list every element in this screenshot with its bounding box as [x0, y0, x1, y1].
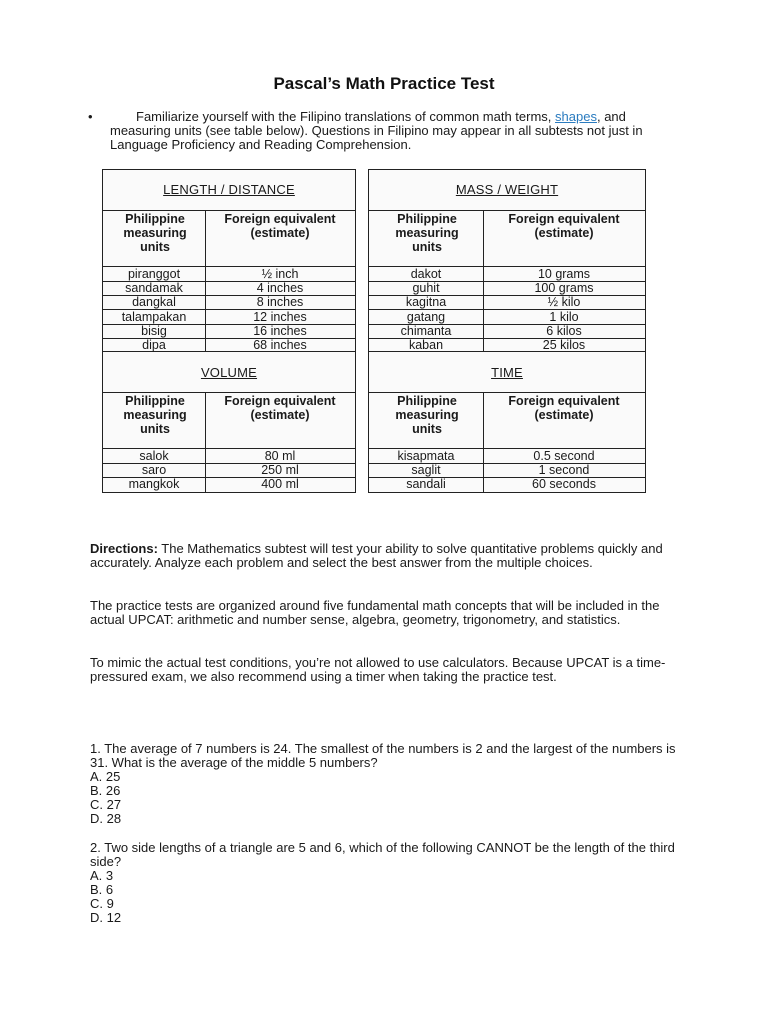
question-1-choice-d: D. 28	[90, 811, 122, 826]
shapes-link[interactable]: shapes	[555, 109, 597, 124]
length-equivalent-cell: 16 inches	[253, 323, 307, 338]
question-1-choice-b: B. 26	[90, 783, 121, 798]
mass-unit-cell: kaban	[408, 338, 444, 352]
intro-text-after: , and measuring units (see table below). Questions in Filipino may appear in all subtests not just in Language Proficiency and Reading Comprehension.	[110, 109, 643, 152]
volume-unit-cell: mangkok	[128, 477, 180, 492]
length-unit-cell: sandamak	[125, 281, 183, 296]
mass-equivalent-cell: 6 kilos	[546, 323, 582, 338]
length-table-title: LENGTH / DISTANCE	[163, 182, 295, 197]
mass-unit-cell: dakot	[410, 267, 442, 281]
mass-table-title: MASS / WEIGHT	[455, 182, 559, 197]
bullet-dot: •	[88, 109, 93, 124]
volume-table-title: VOLUME	[200, 365, 258, 380]
volume-equivalent-cell: 80 ml	[264, 449, 296, 463]
time-header-units: Philippine measuring units	[395, 394, 459, 436]
length-equivalent-cell: 12 inches	[253, 309, 307, 324]
concepts-paragraph: The practice tests are organized around five fundamental math concepts that will be included in the actual UPCAT: arithmetic and number sense, algebra, geometry, trigonometry, and statistics.	[90, 598, 660, 627]
mass-unit-cell: guhit	[412, 281, 440, 296]
length-header-units: Philippine measuring units	[123, 212, 187, 254]
volume-unit-cell: saro	[141, 463, 167, 478]
mass-time-table	[368, 169, 646, 493]
question-1-choice-a: A. 25	[90, 769, 121, 784]
time-table-title: TIME	[491, 365, 523, 380]
length-equivalent-cell: 68 inches	[253, 338, 307, 352]
question-1-text: 1. The average of 7 numbers is 24. The smallest of the numbers is 2 and the largest of the numbers is 31. What is the average of the middle 5 numbers?	[90, 741, 676, 770]
length-equivalent-cell: 4 inches	[256, 281, 304, 296]
time-unit-cell: sandali	[406, 477, 446, 492]
mass-unit-cell: chimanta	[400, 323, 452, 338]
question-2-choice-a: A. 3	[90, 868, 114, 883]
question-2-choice-c: C. 9	[90, 896, 114, 911]
length-volume-table	[102, 169, 356, 493]
question-2-text: 2. Two side lengths of a triangle are 5 and 6, which of the following CANNOT be the length of the third side?	[90, 840, 675, 869]
calculator-paragraph: To mimic the actual test conditions, you’re not allowed to use calculators. Because UPCAT is a time-pressured exam, we also recommend using a timer when taking the practice test.	[90, 655, 666, 684]
directions-text: The Mathematics subtest will test your ability to solve quantitative problems quickly and accurately. Analyze each problem and select the best answer from the multiple choices.	[90, 541, 663, 570]
length-unit-cell: piranggot	[127, 267, 181, 281]
volume-unit-cell: salok	[139, 449, 169, 463]
mass-equivalent-cell: 100 grams	[534, 281, 594, 296]
length-unit-cell: dangkal	[132, 295, 176, 310]
length-unit-cell: dipa	[142, 338, 166, 352]
volume-header-units: Philippine measuring units	[123, 394, 187, 436]
mass-unit-cell: kagitna	[405, 295, 447, 310]
time-header-foreign: Foreign equivalent (estimate)	[508, 394, 620, 422]
length-unit-cell: talampakan	[121, 309, 187, 324]
question-2-choice-b: B. 6	[90, 882, 114, 897]
mass-equivalent-cell: 1 kilo	[549, 309, 579, 324]
length-equivalent-cell: ½ inch	[261, 267, 299, 281]
mass-equivalent-cell: 25 kilos	[542, 338, 586, 352]
length-unit-cell: bisig	[141, 323, 167, 338]
page-title: Pascal’s Math Practice Test	[273, 74, 495, 93]
volume-equivalent-cell: 400 ml	[261, 477, 299, 492]
mass-header-units: Philippine measuring units	[395, 212, 459, 254]
length-header-foreign: Foreign equivalent (estimate)	[224, 212, 336, 240]
time-equivalent-cell: 60 seconds	[532, 477, 596, 492]
volume-equivalent-cell: 250 ml	[261, 463, 299, 478]
mass-header-foreign: Foreign equivalent (estimate)	[508, 212, 620, 240]
volume-header-foreign: Foreign equivalent (estimate)	[224, 394, 336, 422]
mass-equivalent-cell: ½ kilo	[547, 295, 581, 310]
question-2	[90, 841, 690, 925]
intro-bullet	[88, 110, 688, 152]
mass-unit-cell: gatang	[406, 309, 446, 324]
length-equivalent-cell: 8 inches	[256, 295, 304, 310]
directions-label: Directions:	[90, 541, 158, 556]
intro-text-before: Familiarize yourself with the Filipino translations of common math terms,	[136, 109, 556, 124]
question-1	[90, 742, 690, 826]
time-unit-cell: kisapmata	[397, 449, 455, 463]
directions-paragraph	[90, 542, 690, 570]
time-unit-cell: saglit	[411, 463, 441, 478]
time-equivalent-cell: 0.5 second	[533, 449, 595, 463]
question-2-choice-d: D. 12	[90, 910, 122, 925]
intro-text	[110, 110, 688, 152]
time-equivalent-cell: 1 second	[538, 463, 590, 478]
question-1-choice-c: C. 27	[90, 797, 122, 812]
mass-equivalent-cell: 10 grams	[537, 267, 591, 281]
